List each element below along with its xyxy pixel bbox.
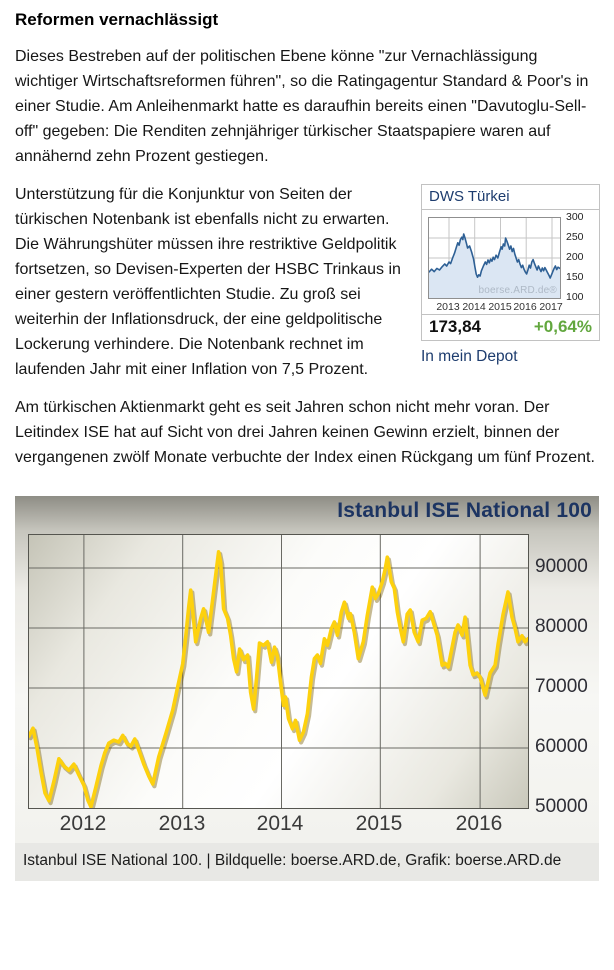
paragraph-2-block — [15, 182, 600, 395]
chart-caption: Istanbul ISE National 100. | Bildquelle: boerse.ARD.de, Grafik: boerse.ARD.de — [15, 843, 599, 881]
ise-chart-line — [29, 535, 528, 808]
fund-mini-x-axis-label: 2016 — [513, 301, 537, 313]
fund-mini-y-axis-label: 300 — [566, 211, 584, 223]
ise-y-axis-label: 70000 — [535, 676, 588, 697]
fund-value-row — [422, 314, 599, 340]
ise-y-axis-label: 90000 — [535, 556, 588, 577]
depot-link[interactable]: In mein Depot — [421, 348, 518, 365]
ise-x-axis-label: 2015 — [355, 812, 403, 835]
ise-y-axis-label: 50000 — [535, 796, 588, 817]
ise-chart-plot — [28, 534, 529, 809]
ise-chart-title: Istanbul ISE National 100 — [337, 499, 592, 522]
fund-mini-x-axis-label: 2013 — [436, 301, 460, 313]
fund-mini-y-axis-label: 250 — [566, 231, 584, 243]
article-headline: Reformen vernachlässigt — [15, 10, 219, 29]
article-paragraph-1: Dieses Bestreben auf der politischen Ebene könne "zur Vernachlässigung wichtiger Wirtschaftsreformen führen", so die Ratingagentur Standard & Poor's in einer Studie. Am Anleihenmarkt hatte es daraufhin bereits einen "Davutoglu-Sell-off" gegeben: Die Renditen zehnjähriger türkischer Staatspapiere waren auf annähernd zehn Prozent gestiegen. — [15, 48, 589, 165]
fund-mini-y-axis-label: 200 — [566, 251, 584, 263]
ise-y-axis-label: 80000 — [535, 616, 588, 637]
fund-mini-y-axis-label: 150 — [566, 271, 584, 283]
fund-mini-chart — [422, 210, 599, 314]
fund-mini-x-axis-label: 2015 — [488, 301, 512, 313]
article-paragraph-3: Am türkischen Aktienmarkt geht es seit Jahren schon nicht mehr voran. Der Leitindex ISE hat auf Sicht von drei Jahren keinen Gewinn erzielt, binnen der vergangenen zwölf Monate verbuchte der Index einen Rückgang um fünf Prozent. — [15, 399, 595, 466]
ise-index-chart — [15, 496, 599, 843]
ise-x-axis-label: 2013 — [158, 812, 206, 835]
fund-widget-box[interactable] — [421, 184, 600, 341]
fund-mini-y-axis-label: 100 — [566, 291, 584, 303]
ise-x-axis-label: 2016 — [455, 812, 503, 835]
fund-price: 173,84 — [429, 317, 481, 336]
index-chart-block — [15, 496, 599, 881]
chart-watermark: boerse.ARD.de® — [478, 285, 557, 296]
fund-widget-title[interactable]: DWS Türkei — [422, 185, 599, 210]
ise-x-axis-label: 2012 — [59, 812, 107, 835]
ise-x-axis-label: 2014 — [256, 812, 304, 835]
fund-change-percent: +0,64% — [533, 317, 592, 336]
article-paragraph-2: Unterstützung für die Konjunktur von Seiten der türkischen Notenbank ist ebenfalls nicht zu erwarten. Die Währungshüter müssen ihre restriktive Geldpolitik fortsetzen, so Devisen-Experten der HSBC Trinkaus in einer gestern veröffentlichten Studie. Zu groß sei weiterhin der Inflationsdruck, der eine geldpolitische Lockerung verhindere. Die Notenbank rechnet im laufenden Jahr mit einer Inflation von 7,5 Prozent. — [15, 186, 401, 378]
fund-mini-x-axis-label: 2017 — [539, 301, 563, 313]
ise-y-axis-label: 60000 — [535, 736, 588, 757]
fund-mini-x-axis-label: 2014 — [462, 301, 486, 313]
fund-widget[interactable] — [421, 184, 600, 366]
fund-mini-chart-plot — [428, 217, 561, 299]
